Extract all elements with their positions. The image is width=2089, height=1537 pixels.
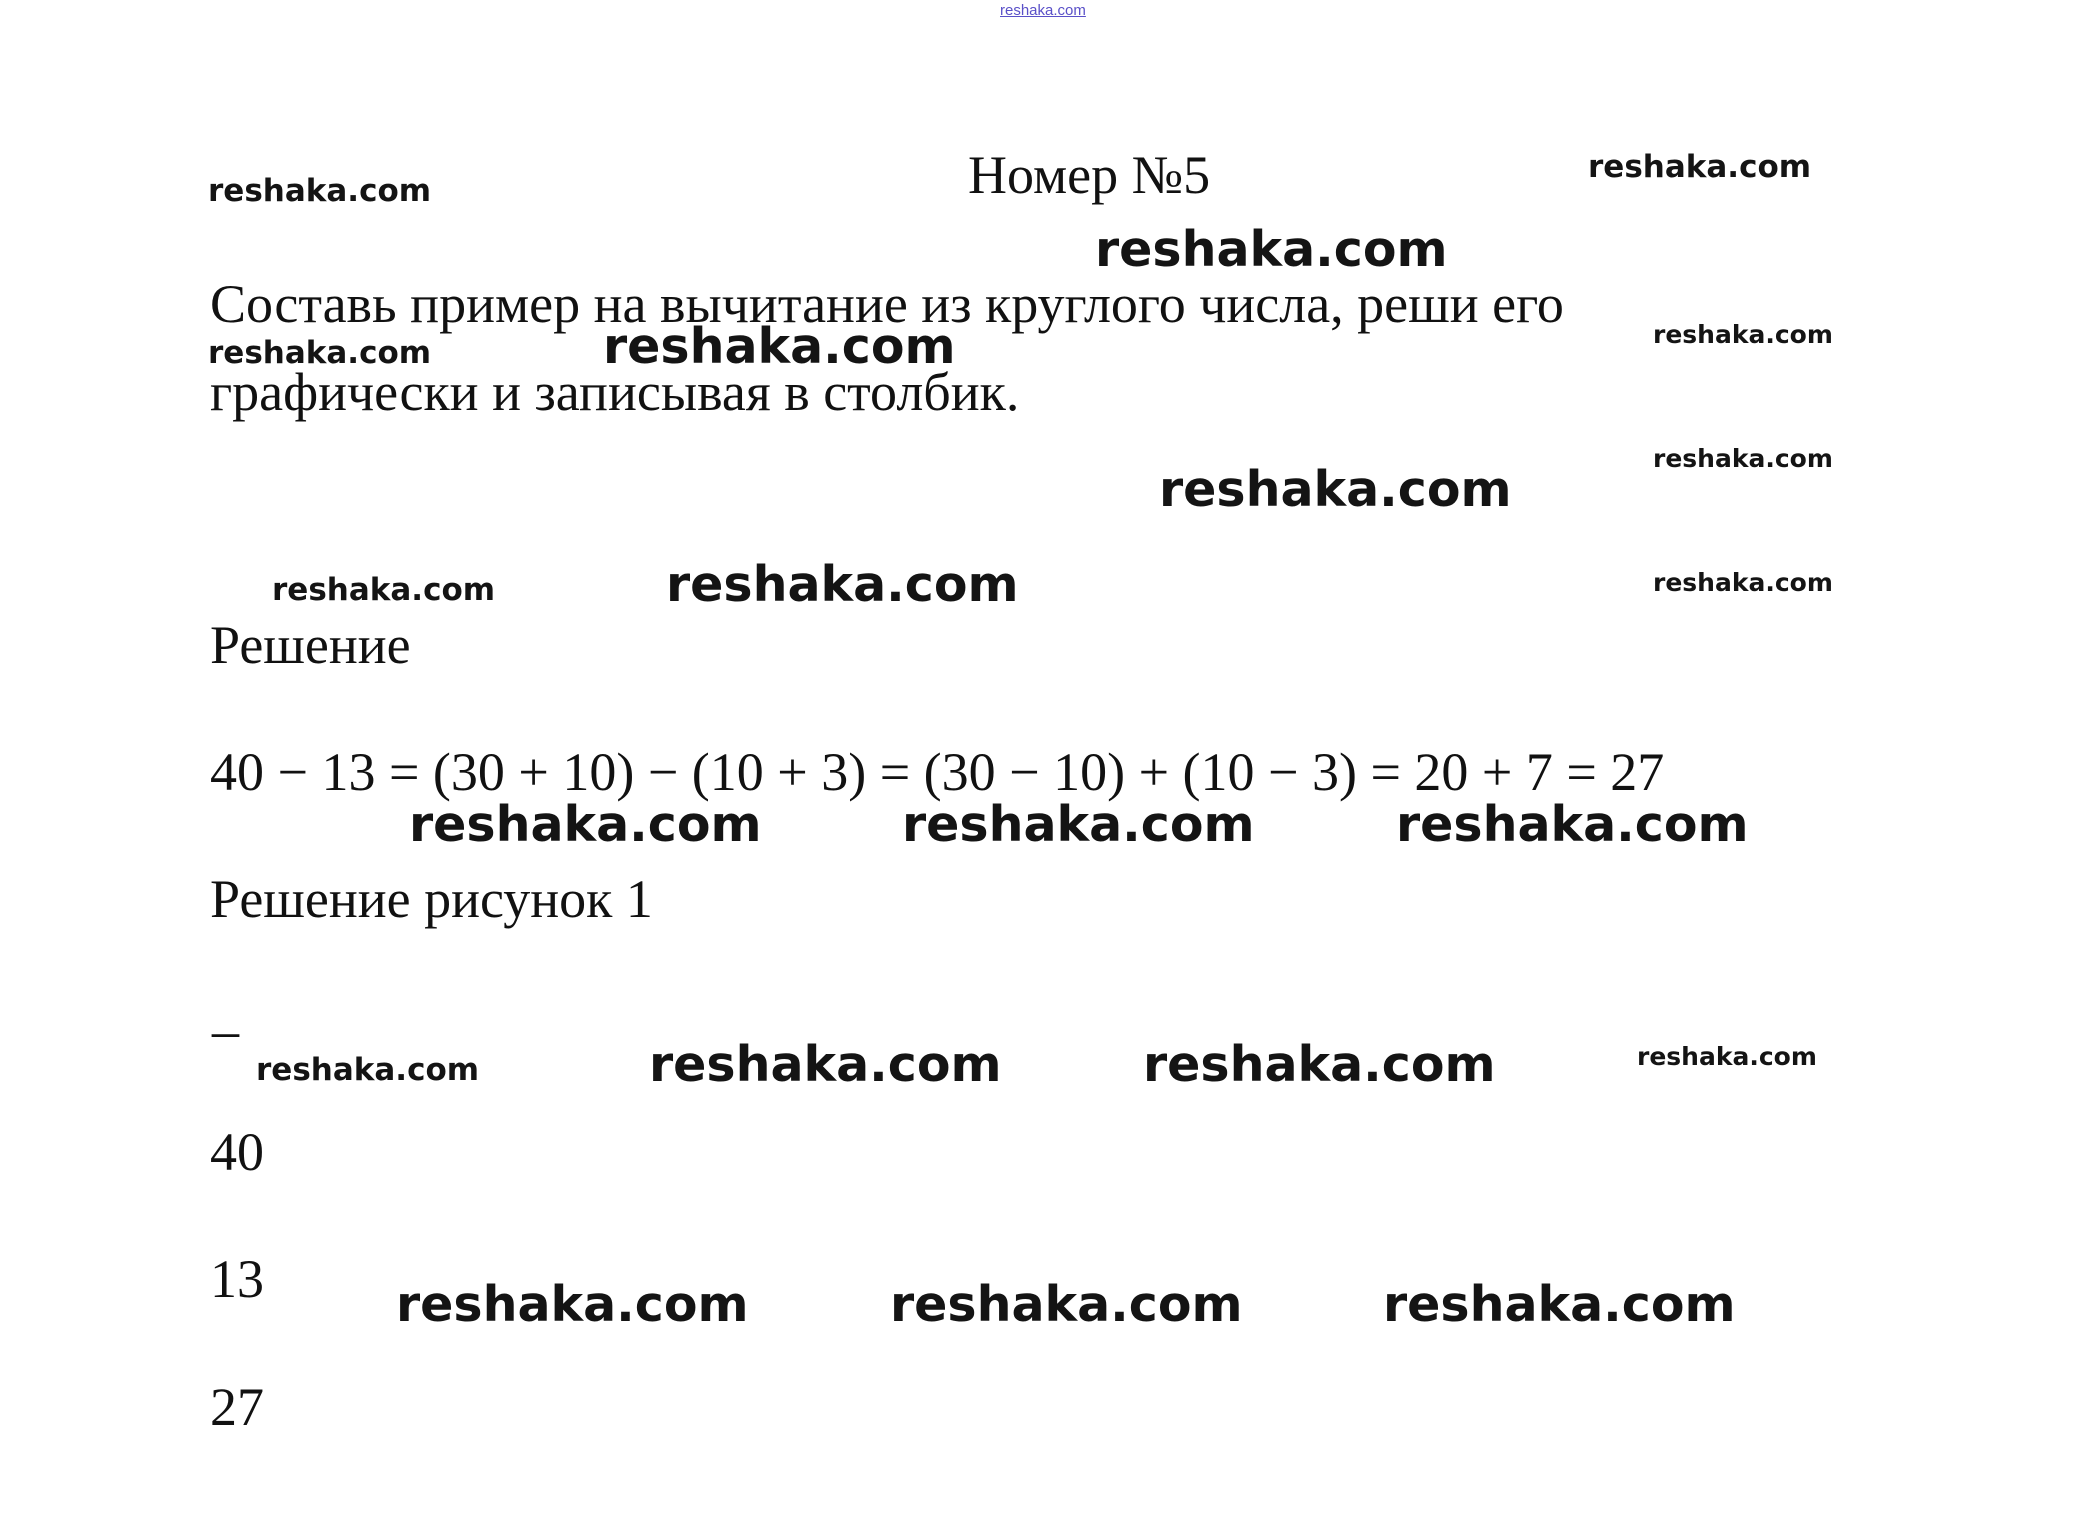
watermark: reshaka.com <box>1588 149 1812 185</box>
watermark: reshaka.com <box>409 796 762 853</box>
watermark: reshaka.com <box>666 556 1019 613</box>
watermark: reshaka.com <box>649 1036 1002 1093</box>
figure-heading: Решение рисунок 1 <box>210 869 653 929</box>
page-title: Номер №5 <box>968 145 1211 205</box>
watermark: reshaka.com <box>1143 1036 1496 1093</box>
column-result: 27 <box>210 1377 264 1437</box>
watermark: reshaka.com <box>1095 221 1448 278</box>
site-link[interactable]: reshaka.com <box>1000 2 1086 19</box>
solution-heading: Решение <box>210 615 411 675</box>
watermark: reshaka.com <box>1159 461 1512 518</box>
task-line-2: графически и записывая в столбик. <box>210 362 1020 422</box>
watermark: reshaka.com <box>902 796 1255 853</box>
task-line-1: Составь пример на вычитание из круглого числа, реши его <box>210 274 1564 334</box>
watermark: reshaka.com <box>256 1052 480 1088</box>
column-subtrahend: 13 <box>210 1249 264 1309</box>
column-minuend: 40 <box>210 1122 264 1182</box>
watermark: reshaka.com <box>396 1276 749 1333</box>
watermark: reshaka.com <box>890 1276 1243 1333</box>
watermark: reshaka.com <box>603 318 956 375</box>
column-operator: _ <box>212 982 239 1042</box>
watermark: reshaka.com <box>1653 568 1833 597</box>
watermark: reshaka.com <box>272 572 496 608</box>
solution-equation: 40 − 13 = (30 + 10) − (10 + 3) = (30 − 10) + (10 − 3) = 20 + 7 = 27 <box>210 742 1665 802</box>
watermark: reshaka.com <box>208 173 432 209</box>
watermark: reshaka.com <box>1637 1042 1817 1071</box>
watermark: reshaka.com <box>1653 320 1833 349</box>
watermark: reshaka.com <box>208 335 432 371</box>
watermark: reshaka.com <box>1653 444 1833 473</box>
watermark: reshaka.com <box>1396 796 1749 853</box>
watermark: reshaka.com <box>1383 1276 1736 1333</box>
